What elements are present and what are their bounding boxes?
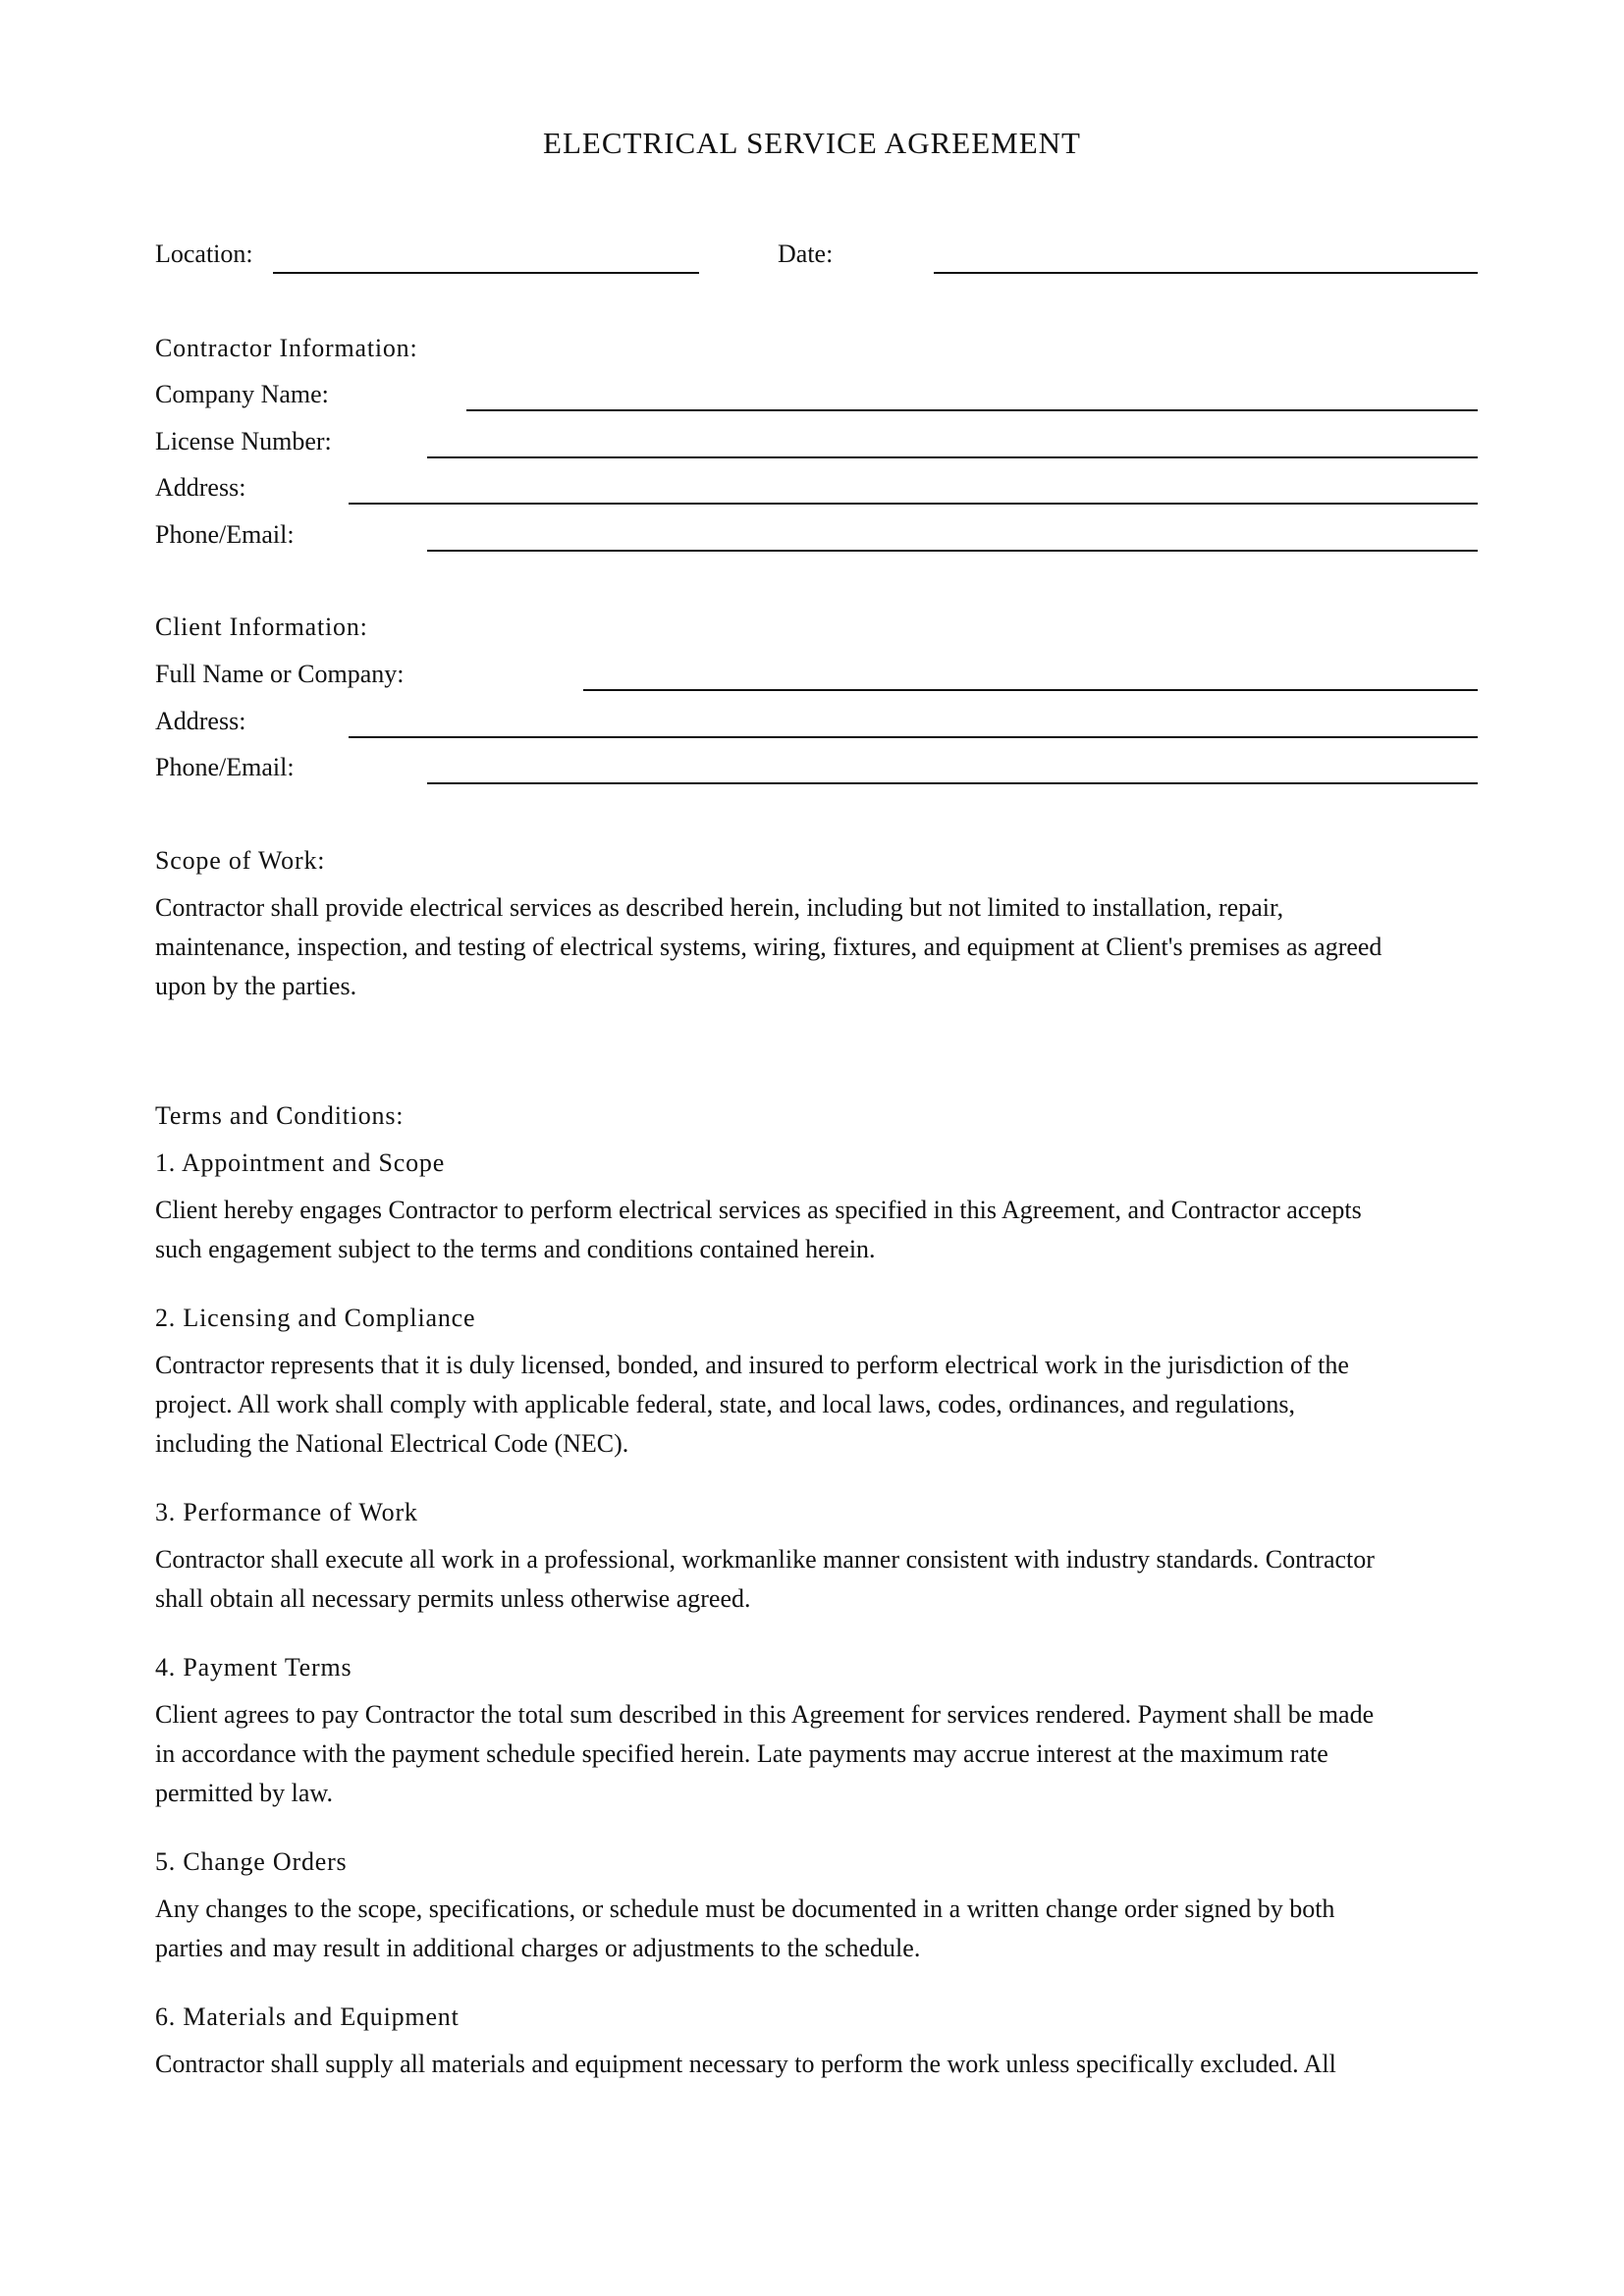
client-name-row (155, 660, 1478, 699)
scope-of-work-heading: Scope of Work: (155, 846, 326, 875)
section-line: parties and may result in additional charges or adjustments to the schedule. (155, 1934, 921, 1962)
section-line: Contractor shall supply all materials and equipment necessary to perform the work unless specifically excluded. All (155, 2050, 1336, 2078)
location-field[interactable] (273, 272, 699, 274)
terms-heading: Terms and Conditions: (155, 1101, 405, 1130)
section-title: 5. Change Orders (155, 1847, 348, 1876)
scope-line: maintenance, inspection, and testing of electrical systems, wiring, fixtures, and equipment at Client's premises as agreed (155, 933, 1382, 961)
location-label: Location: (155, 240, 253, 268)
client-full-name-label: Full Name or Company: (155, 660, 405, 688)
license-number-field[interactable] (427, 456, 1478, 458)
section-title: 3. Performance of Work (155, 1498, 418, 1526)
contractor-phone-row (155, 520, 1478, 560)
client-address-field[interactable] (349, 736, 1478, 738)
section-line: Any changes to the scope, specifications, or schedule must be documented in a written change order signed by both (155, 1895, 1335, 1923)
client-phone-email-label: Phone/Email: (155, 753, 295, 781)
client-info-heading: Client Information: (155, 613, 368, 641)
section-title: 2. Licensing and Compliance (155, 1304, 476, 1332)
date-label: Date: (778, 240, 834, 268)
scope-line: Contractor shall provide electrical services as described herein, including but not limited to installation, repair, (155, 893, 1284, 922)
section-text (155, 1695, 1478, 1813)
date-field[interactable] (934, 272, 1478, 274)
scope-line: upon by the parties. (155, 972, 357, 1000)
client-phone-row (155, 753, 1478, 792)
section-line: including the National Electrical Code (NEC). (155, 1429, 629, 1458)
company-name-label: Company Name: (155, 380, 329, 408)
company-name-field[interactable] (466, 409, 1478, 411)
license-number-label: License Number: (155, 427, 332, 455)
contractor-address-label: Address: (155, 473, 246, 502)
contractor-address-field[interactable] (349, 503, 1478, 505)
section-line: such engagement subject to the terms and conditions contained herein. (155, 1235, 876, 1263)
contractor-phone-email-label: Phone/Email: (155, 520, 295, 549)
contractor-info-heading: Contractor Information: (155, 334, 418, 362)
contractor-phone-email-field[interactable] (427, 550, 1478, 552)
section-title: 1. Appointment and Scope (155, 1148, 446, 1177)
contractor-address-row (155, 473, 1478, 512)
location-date-row (155, 240, 1478, 279)
section-line: Contractor represents that it is duly licensed, bonded, and insured to perform electrical work in the jurisdiction of the (155, 1351, 1349, 1379)
section-text (155, 1890, 1478, 1968)
section-title: 4. Payment Terms (155, 1653, 352, 1682)
document-title: ELECTRICAL SERVICE AGREEMENT (543, 126, 1081, 160)
section-line: permitted by law. (155, 1779, 333, 1807)
section-text (155, 1346, 1478, 1464)
client-address-row (155, 707, 1478, 746)
section-text (155, 1540, 1478, 1619)
section-line: Client agrees to pay Contractor the total sum described in this Agreement for services rendered. Payment shall be made (155, 1700, 1375, 1729)
scope-of-work-text (155, 888, 1478, 1006)
section-line: Client hereby engages Contractor to perform electrical services as specified in this Agreement, and Contractor accepts (155, 1196, 1362, 1224)
section-line: Contractor shall execute all work in a professional, workmanlike manner consistent with industry standards. Contractor (155, 1545, 1375, 1574)
section-text (155, 1191, 1478, 1269)
section-line: shall obtain all necessary permits unless otherwise agreed. (155, 1584, 751, 1613)
client-full-name-field[interactable] (583, 689, 1478, 691)
section-line: in accordance with the payment schedule specified herein. Late payments may accrue interest at the maximum rate (155, 1739, 1328, 1768)
client-phone-email-field[interactable] (427, 782, 1478, 784)
section-line: project. All work shall comply with applicable federal, state, and local laws, codes, ordinances, and regulations, (155, 1390, 1295, 1418)
client-address-label: Address: (155, 707, 246, 735)
section-title: 6. Materials and Equipment (155, 2002, 460, 2031)
contractor-company-row (155, 380, 1478, 419)
contractor-license-row (155, 427, 1478, 466)
section-text (155, 2045, 1478, 2084)
